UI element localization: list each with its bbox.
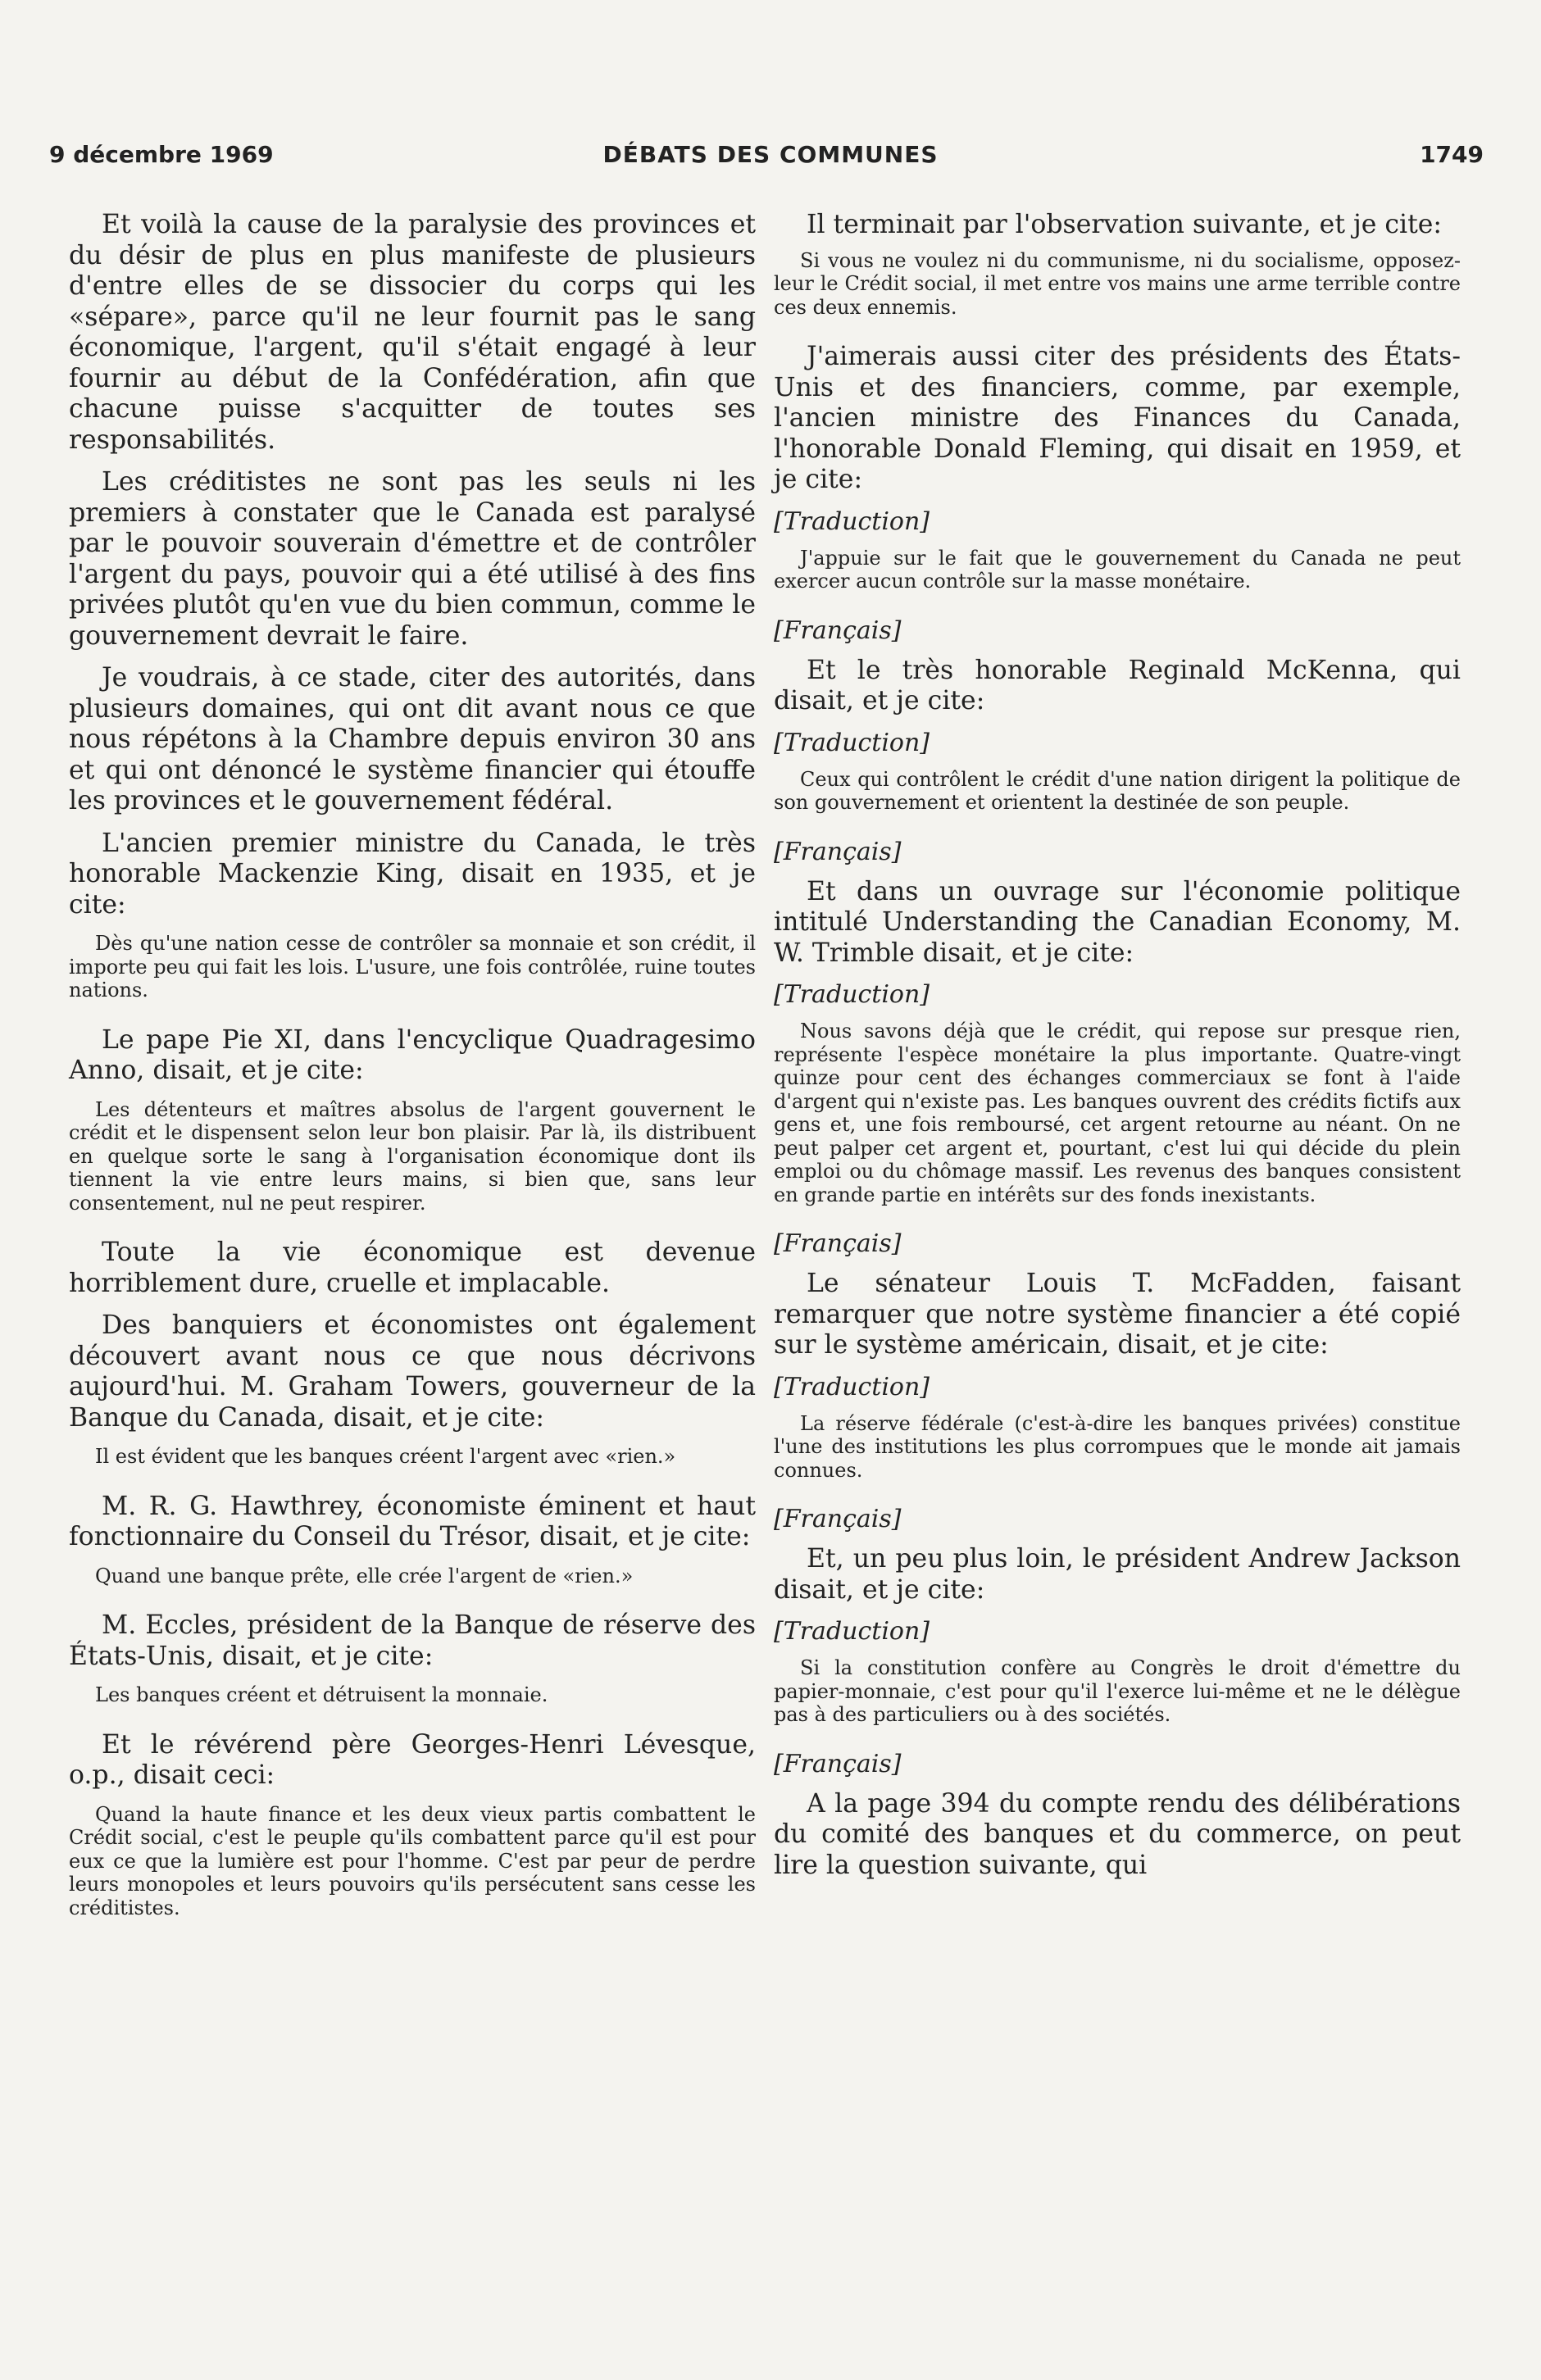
paragraph: Et voilà la cause de la paralysie des provinces et du désir de plus en plus manifeste de plusieurs d'entre elles de se dissocier du corps qui les «sépare», parce qu'il ne leur fournit pas le sang économique, l'argent, qu'il s'était engagé à leur fournir au début de la Confédération, afin que chacune puisse s'acquitter de toutes ses responsabilités. <box>69 210 756 455</box>
language-marker: [Traduction] <box>774 506 930 536</box>
block-quote: Les détenteurs et maîtres absolus de l'argent gouvernent le crédit et le dispensent selon leur bon plaisir. Par là, ils distribuent en quelque sorte le sang à l'organisation économique dont ils tiennent la vie entre leurs mains, si bien que, sans leur consentement, nul ne peut respirer. <box>69 1097 756 1215</box>
block-quote: Ceux qui contrôlent le crédit d'une nation dirigent la politique de son gouvernement et orientent la destinée de son peuple. <box>774 767 1461 814</box>
block-quote: Dès qu'une nation cesse de contrôler sa monnaie et son crédit, il importe peu qui fait les lois. L'usure, une fois contrôlée, ruine toutes nations. <box>69 932 756 1002</box>
block-quote: Nous savons déjà que le crédit, qui repose sur presque rien, représente l'espèce monétaire la plus importante. Quatre-vingt quinze pour cent des échanges commerciaux se font à l'aide d'argent qui n'existe pas. Les banques ouvrent des crédits fictifs aux gens et, une fois remboursé, cet argent retourne au néant. On ne peut palper cet argent et, pourtant, c'est lui qui décide du plein emploi ou du chômage massif. Les revenus des banques consistent en grande partie en intérêts sur des fonds inexistants. <box>774 1020 1461 1206</box>
paragraph: Les créditistes ne sont pas les seuls ni les premiers à constater que le Canada est paralysé par le pouvoir souverain d'émettre et de contrôler l'argent du pays, pouvoir qui a été utilisé à des fins privées plutôt qu'en vue du bien commun, comme le gouvernement devrait le faire. <box>69 467 756 651</box>
paragraph: M. Eccles, président de la Banque de réserve des États-Unis, disait, et je cite: <box>69 1610 756 1671</box>
block-quote: Si la constitution confère au Congrès le droit d'émettre du papier-monnaie, c'est pour qu'il l'exerce lui-même et ne le délègue pas à des particuliers ou à des sociétés. <box>774 1656 1461 1726</box>
paragraph: M. R. G. Hawthrey, économiste éminent et haut fonctionnaire du Conseil du Trésor, disait, et je cite: <box>69 1491 756 1551</box>
header-title: DÉBATS DES COMMUNES <box>602 141 939 168</box>
left-column <box>69 210 756 1942</box>
block-quote: La réserve fédérale (c'est-à-dire les banques privées) constitue l'une des institutions les plus corrompues que le monde ait jamais connues. <box>774 1411 1461 1482</box>
block-quote: J'appuie sur le fait que le gouvernement du Canada ne peut exercer aucun contrôle sur la masse monétaire. <box>774 546 1461 593</box>
paragraph: A la page 394 du compte rendu des délibérations du comité des banques et du commerce, on peut lire la question suivante, qui <box>774 1788 1461 1880</box>
paragraph: Et, un peu plus loin, le président Andrew Jackson disait, et je cite: <box>774 1544 1461 1605</box>
right-column <box>774 210 1461 1892</box>
page-number: 1749 <box>1420 141 1484 168</box>
paragraph: Le sénateur Louis T. McFadden, faisant remarquer que notre système financier a été copié sur le système américain, disait, et je cite: <box>774 1269 1461 1360</box>
language-marker: [Français] <box>774 615 902 645</box>
header-date: 9 décembre 1969 <box>49 141 274 168</box>
language-marker: [Traduction] <box>774 1372 930 1401</box>
paragraph: Et le révérend père Georges-Henri Lévesque, o.p., disait ceci: <box>69 1729 756 1790</box>
block-quote: Si vous ne voulez ni du communisme, ni du socialisme, opposez-leur le Crédit social, il met entre vos mains une arme terrible contre ces deux ennemis. <box>774 248 1461 319</box>
paragraph: Et le très honorable Reginald McKenna, qui disait, et je cite: <box>774 655 1461 715</box>
language-marker: [Français] <box>774 1229 902 1258</box>
page-header <box>49 141 1492 182</box>
paragraph: L'ancien premier ministre du Canada, le très honorable Mackenzie King, disait en 1935, et je cite: <box>69 828 756 920</box>
language-marker: [Français] <box>774 837 902 866</box>
language-marker: [Traduction] <box>774 1617 930 1646</box>
language-marker: [Traduction] <box>774 728 930 757</box>
language-marker: [Français] <box>774 1505 902 1533</box>
paragraph: Des banquiers et économistes ont également découvert avant nous ce que nous décrivons aujourd'hui. M. Graham Towers, gouverneur de la Banque du Canada, disait, et je cite: <box>69 1310 756 1433</box>
paragraph: Il terminait par l'observation suivante, et je cite: <box>807 210 1443 239</box>
language-marker: [Français] <box>774 1749 902 1778</box>
paragraph: Le pape Pie XI, dans l'encyclique Quadragesimo Anno, disait, et je cite: <box>69 1024 756 1085</box>
language-marker: [Traduction] <box>774 980 930 1009</box>
paragraph: Je voudrais, à ce stade, citer des autorités, dans plusieurs domaines, qui ont dit avant nous ce que nous répétons à la Chambre depuis environ 30 ans et qui ont dénoncé le système financier qui étouffe les provinces et le gouvernement fédéral. <box>69 663 756 815</box>
paragraph: Toute la vie économique est devenue horriblement dure, cruelle et implacable. <box>69 1238 756 1298</box>
paragraph: Et dans un ouvrage sur l'économie politique intitulé Understanding the Canadian Economy, M. W. Trimble disait, et je cite: <box>774 876 1461 968</box>
block-quote: Quand une banque prête, elle crée l'argent de «rien.» <box>95 1564 634 1587</box>
paragraph: J'aimerais aussi citer des présidents des États-Unis et des financiers, comme, par exemple, l'ancien ministre des Finances du Canada, l'honorable Donald Fleming, qui disait en 1959, et je cite: <box>774 342 1461 494</box>
block-quote: Il est évident que les banques créent l'argent avec «rien.» <box>95 1445 676 1468</box>
block-quote: Quand la haute finance et les deux vieux partis combattent le Crédit social, c'est le peuple qu'ils combattent parce qu'il est pour eux ce que la lumière est pour l'homme. C'est par peur de perdre leurs monopoles et leurs pouvoirs qu'ils persécutent sans cesse les créditistes. <box>69 1802 756 1919</box>
block-quote: Les banques créent et détruisent la monnaie. <box>95 1683 548 1706</box>
